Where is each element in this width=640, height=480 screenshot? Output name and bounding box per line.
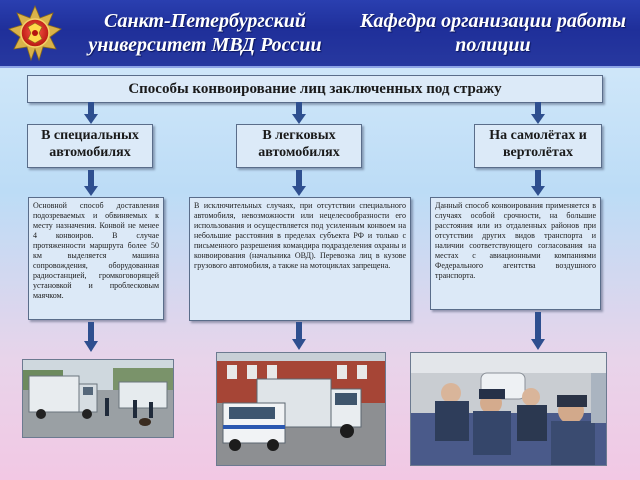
arrow-down-icon bbox=[84, 102, 98, 124]
header-banner bbox=[0, 0, 640, 68]
police-vehicles-photo bbox=[216, 352, 386, 466]
university-title: Санкт-Петербургский университет МВД России bbox=[88, 10, 322, 56]
arrow-down-icon bbox=[292, 170, 306, 196]
arrow-down-icon bbox=[84, 170, 98, 196]
description-special-vehicles: Основной способ доставления подозреваемых и обвиняемых к месту назначения. Конвой не менее 4 конвоиров. В случае протяженности маршрута более 50 км выделяется машина сопровождения, оборудованная радиостанцией, громкоговорящей установкой и проблесковым маячком. bbox=[28, 197, 164, 320]
aircraft-cabin-photo bbox=[410, 352, 607, 466]
arrow-down-icon bbox=[531, 170, 545, 196]
arrow-down-icon bbox=[84, 322, 98, 352]
description-aircraft: Данный способ конвоирования применяется в случаях особой срочности, на большие расстояния или из отдаленных районов при отсутствии других видов транспорта и наличии соответствующего согласования на местах с авиационными компаниями Федерального агентства воздушного транспорта. bbox=[430, 197, 601, 310]
category-passenger-cars: В легковых автомобилях bbox=[236, 124, 362, 168]
arrow-down-icon bbox=[292, 322, 306, 350]
convoy-truck-photo bbox=[22, 359, 174, 438]
description-passenger-cars: В исключительных случаях, при отсутствии специального автомобиля, невозможности или нецелесообразности его использования и осуществляется под усиленным конвоем на небольшие расстояния в пределах субъекта РФ и только с письменного разрешения командира подразделения охраны и конвоирования (начальника ОВД). Перевозка лиц в кузове грузового автомобиля, а также на мотоциклах запрещена. bbox=[189, 197, 411, 321]
arrow-down-icon bbox=[531, 312, 545, 350]
mvd-emblem-icon bbox=[6, 3, 64, 63]
arrow-down-icon bbox=[531, 102, 545, 124]
category-aircraft: На самолётах и вертолётах bbox=[474, 124, 602, 168]
arrow-down-icon bbox=[292, 102, 306, 124]
main-title: Способы конвоирование лиц заключенных под стражу bbox=[27, 75, 603, 103]
category-special-vehicles: В специальных автомобилях bbox=[27, 124, 153, 168]
department-title: Кафедра организации работы полиции bbox=[359, 10, 627, 56]
